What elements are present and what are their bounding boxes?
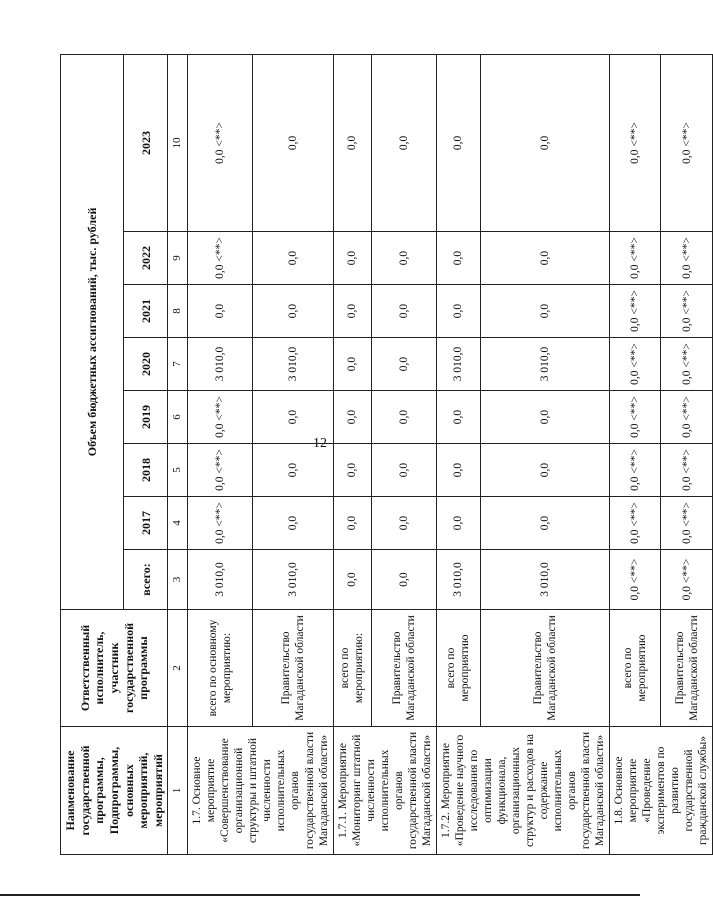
cell-total: 3 010,0 [252, 550, 333, 610]
cell-2023: 0,0 [333, 54, 371, 231]
header-year-2019: 2019 [124, 391, 168, 444]
cell-2017: 0,0 <**> [609, 497, 661, 550]
header-year-2020: 2020 [124, 338, 168, 391]
cell-2019: 0,0 [480, 391, 609, 444]
cell-2017: 0,0 [252, 497, 333, 550]
header-year-2017: 2017 [124, 497, 168, 550]
cell-total: 3 010,0 [480, 550, 609, 610]
header-year-2022: 2022 [124, 232, 168, 285]
col-num-4: 4 [168, 497, 188, 550]
cell-total: 3 010,0 [436, 550, 480, 610]
cell-2023: 0,0 <**> [188, 54, 253, 231]
cell-2023: 0,0 [252, 54, 333, 231]
col-num-9: 9 [168, 232, 188, 285]
table-row [333, 54, 371, 854]
budget-table [60, 54, 713, 855]
cell-2019: 0,0 [333, 391, 371, 444]
cell-2017: 0,0 [371, 497, 436, 550]
cell-2018: 0,0 [480, 444, 609, 497]
group-1-8-name: 1.8. Основное мероприятие «Проведение экспериментов по развитию государственной гражданской службы» [609, 727, 712, 855]
cell-total: 0,0 <**> [661, 550, 713, 610]
cell-2017: 0,0 [480, 497, 609, 550]
cell-2019: 0,0 <**> [661, 391, 713, 444]
cell-2022: 0,0 <**> [609, 232, 661, 285]
budget-table-rotated [60, 55, 709, 855]
cell-2022: 0,0 [371, 232, 436, 285]
header-year-2023: 2023 [124, 54, 168, 231]
cell-2019: 0,0 <**> [609, 391, 661, 444]
cell-2022: 0,0 <**> [661, 232, 713, 285]
cell-2023: 0,0 [436, 54, 480, 231]
cell-2017: 0,0 <**> [188, 497, 253, 550]
column-number-row [168, 54, 188, 854]
cell-2018: 0,0 [436, 444, 480, 497]
cell-2020: 0,0 [371, 338, 436, 391]
cell-2021: 0,0 [371, 285, 436, 338]
group-1-7-2-name: 1.7.2. Мероприятие «Проведение научного исследования по оптимизации функционала, организационных структур и расходов на содержание исполнительных органов государственной власти Магаданской области» [436, 727, 609, 855]
col-num-6: 6 [168, 391, 188, 444]
col-num-8: 8 [168, 285, 188, 338]
header-total: всего: [124, 550, 168, 610]
cell-2019: 0,0 <**> [188, 391, 253, 444]
row-who: всего по основному мероприятию: [188, 610, 253, 727]
table-row [188, 54, 253, 854]
cell-2022: 0,0 [333, 232, 371, 285]
row-who: Правительство Магаданской области [480, 610, 609, 727]
row-who: Правительство Магаданской области [371, 610, 436, 727]
cell-2023: 0,0 [371, 54, 436, 231]
header-year-2018: 2018 [124, 444, 168, 497]
cell-total: 0,0 [371, 550, 436, 610]
header-responsible: Ответственный исполнитель, участник государственной программы [61, 610, 168, 727]
cell-2017: 0,0 <**> [661, 497, 713, 550]
cell-2018: 0,0 <**> [661, 444, 713, 497]
cell-2021: 0,0 [333, 285, 371, 338]
cell-2022: 0,0 <**> [188, 232, 253, 285]
cell-2017: 0,0 [333, 497, 371, 550]
col-num-10: 10 [168, 54, 188, 231]
row-who: Правительство Магаданской области [661, 610, 713, 727]
col-num-3: 3 [168, 550, 188, 610]
row-who: всего по мероприятию [436, 610, 480, 727]
col-num-5: 5 [168, 444, 188, 497]
cell-total: 0,0 [333, 550, 371, 610]
cell-2020: 3 010,0 [480, 338, 609, 391]
cell-2020: 0,0 <**> [609, 338, 661, 391]
header-name: Наименование государственной программы, Подпрограммы, основных мероприятий, мероприятий [61, 727, 168, 855]
cell-2022: 0,0 [436, 232, 480, 285]
cell-2021: 0,0 [480, 285, 609, 338]
row-who: Правительство Магаданской области [252, 610, 333, 727]
cell-2020: 3 010,0 [436, 338, 480, 391]
cell-2023: 0,0 <**> [609, 54, 661, 231]
cell-2020: 0,0 <**> [661, 338, 713, 391]
cell-total: 3 010,0 [188, 550, 253, 610]
cell-2020: 0,0 [333, 338, 371, 391]
row-who: всего по мероприятию [609, 610, 661, 727]
table-row [436, 54, 480, 854]
cell-2018: 0,0 [371, 444, 436, 497]
cell-2018: 0,0 [252, 444, 333, 497]
cell-2017: 0,0 [436, 497, 480, 550]
group-1-7-name: 1.7. Основное мероприятие «Совершенствование организационной структуры и штатной численности исполнительных органов государственной власти Магаданской области» [188, 727, 333, 855]
group-1-7-1-name: 1.7.1. Мероприятие «Мониторинг штатной численности исполнительных органов государственной власти Магаданской области» [333, 727, 436, 855]
cell-2019: 0,0 [371, 391, 436, 444]
cell-2020: 3 010,0 [188, 338, 253, 391]
col-num-7: 7 [168, 338, 188, 391]
cell-2019: 0,0 [436, 391, 480, 444]
cell-total: 0,0 <**> [609, 550, 661, 610]
cell-2019: 0,0 [252, 391, 333, 444]
cell-2021: 0,0 [436, 285, 480, 338]
col-num-1: 1 [168, 727, 188, 855]
table-row [609, 54, 661, 854]
col-num-2: 2 [168, 610, 188, 727]
header-budget-group: Объем бюджетных ассигнований, тыс. рублей [61, 54, 124, 609]
cell-2023: 0,0 [480, 54, 609, 231]
cell-2020: 3 010,0 [252, 338, 333, 391]
page-number: 12 [313, 436, 327, 451]
cell-2023: 0,0 <**> [661, 54, 713, 231]
cell-2021: 0,0 [188, 285, 253, 338]
row-who: всего по мероприятию: [333, 610, 371, 727]
bottom-rule [0, 894, 640, 896]
cell-2018: 0,0 [333, 444, 371, 497]
header-year-2021: 2021 [124, 285, 168, 338]
cell-2021: 0,0 <**> [661, 285, 713, 338]
cell-2021: 0,0 <**> [609, 285, 661, 338]
cell-2022: 0,0 [480, 232, 609, 285]
cell-2018: 0,0 <**> [609, 444, 661, 497]
cell-2021: 0,0 [252, 285, 333, 338]
cell-2022: 0,0 [252, 232, 333, 285]
cell-2018: 0,0 <**> [188, 444, 253, 497]
